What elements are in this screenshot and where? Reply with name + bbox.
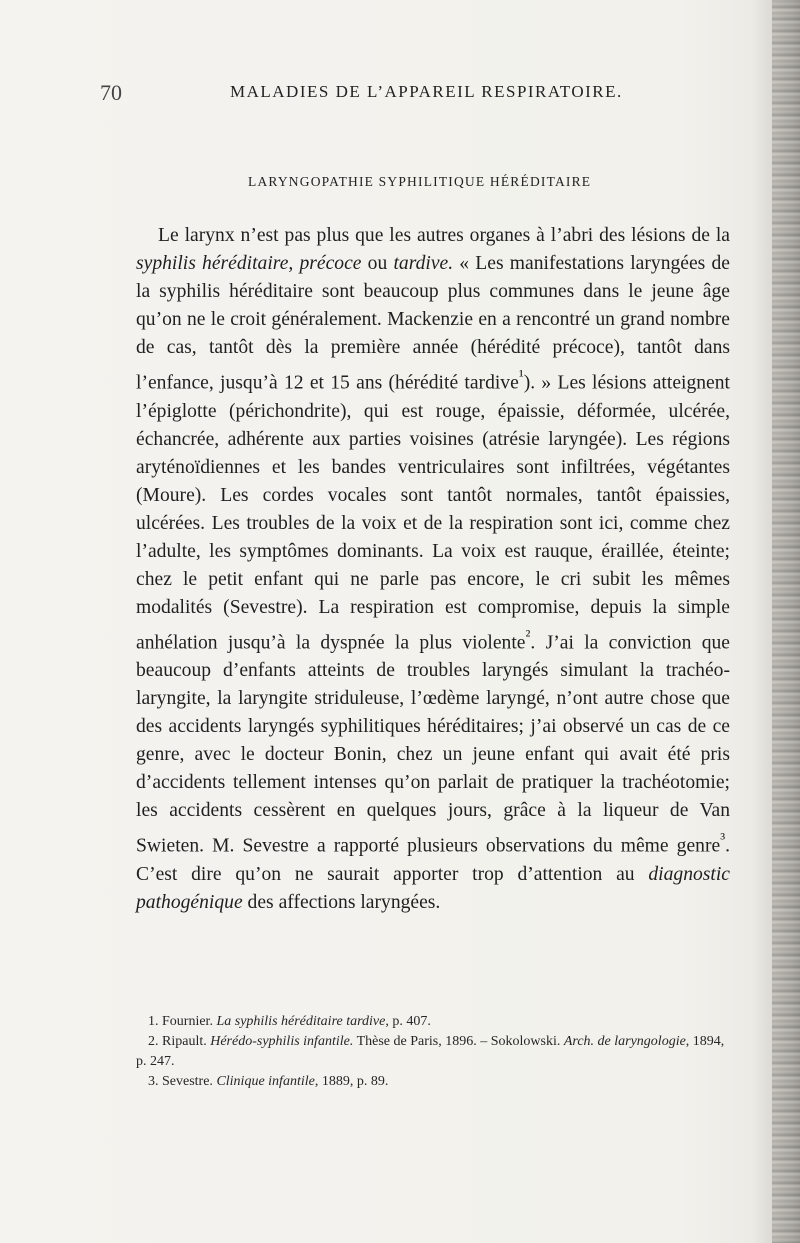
italic-run: tardive. [393,253,454,274]
footnote-ref: ² [525,625,531,645]
italic-run: diagnostic pathogénique [136,863,730,913]
footnote-ref: ¹ [518,366,524,385]
section-title: LARYNGOPATHIE SYPHILITIQUE HÉRÉDITAIRE [248,174,592,189]
page-edge-shadow [772,0,800,1243]
body-paragraph [136,222,730,917]
running-title: MALADIES DE L’APPAREIL RESPIRATOIRE. [230,82,623,101]
text-run: « Les manifestations laryngées de la syphilis héréditaire sont beaucoup plus communes dans le jeune âge qu’on ne le croit généralement. Mackenzie en a rencontré un grand nombre de cas, tantôt dès la première année (hérédité précoce), tantôt dans l’enfance, jusqu’à 12 et 15 ans (hérédité tardive [136,253,730,394]
text-run: ). » Les lésions atteignent l’épiglotte (périchondrite), qui est rouge, épaissie, déformée, ulcérée, échancrée, adhérente aux parties voisines (atrésie laryngée). Les régions aryténoïdiennes et les bandes ventriculaires sont infiltrées, végétantes (Moure). Les cordes vocales sont tantôt normales, tantôt épaissies, ulcérées. Les troubles de la voix et de la respiration sont ici, comme chez l’adulte, les symptômes dominants. La voix est rauque, éraillée, éteinte; chez le petit enfant qui ne parle pas encore, le cri subit les mêmes modalités (Sevestre). La respiration est compromise, depuis la simple anhélation jusqu’à la dyspnée la plus violente [136,372,730,654]
footnote-3: 3. Sevestre. Clinique infantile, 1889, p. 89. [148,1074,389,1089]
footnote-2: 2. Ripault. Hérédo-syphilis infantile. Thèse de Paris, 1896. – Sokolowski. Arch. de laryngologie, 1894, p. 247. [136,1034,725,1069]
text-run: . J’ai la conviction que beaucoup d’enfants atteints de troubles laryngés simulant la trachéo-laryngite, la laryngite striduleuse, l’œdème laryngé, n’ont autre chose que des accidents laryngés syphilitiques héréditaires; j’ai observé un cas de ce genre, avec le docteur Bonin, chez un jeune enfant qui avait été pris d’accidents tellement intenses qu’on parlait de pratiquer la trachéotomie; les accidents cessèrent en quelques jours, grâce à la liqueur de Van Swieten. M. Sevestre a rapporté plusieurs observations du même genre [136,632,730,857]
text-run: des affections laryngées. [242,891,441,913]
text-run: Le larynx n’est pas plus que les autres organes à l’abri des lésions de la [158,225,730,246]
footnote-ref: ³ [720,829,726,849]
page-number: 70 [100,80,122,105]
text-run: . C’est dire qu’on ne saurait apporter trop d’attention au [136,835,730,885]
footnotes [136,1012,730,1092]
body-text [136,222,730,917]
footnote-1: 1. Fournier. La syphilis héréditaire tardive, p. 407. [148,1014,431,1029]
italic-run: syphilis héréditaire, précoce [136,253,362,274]
text-run: ou [361,253,394,274]
